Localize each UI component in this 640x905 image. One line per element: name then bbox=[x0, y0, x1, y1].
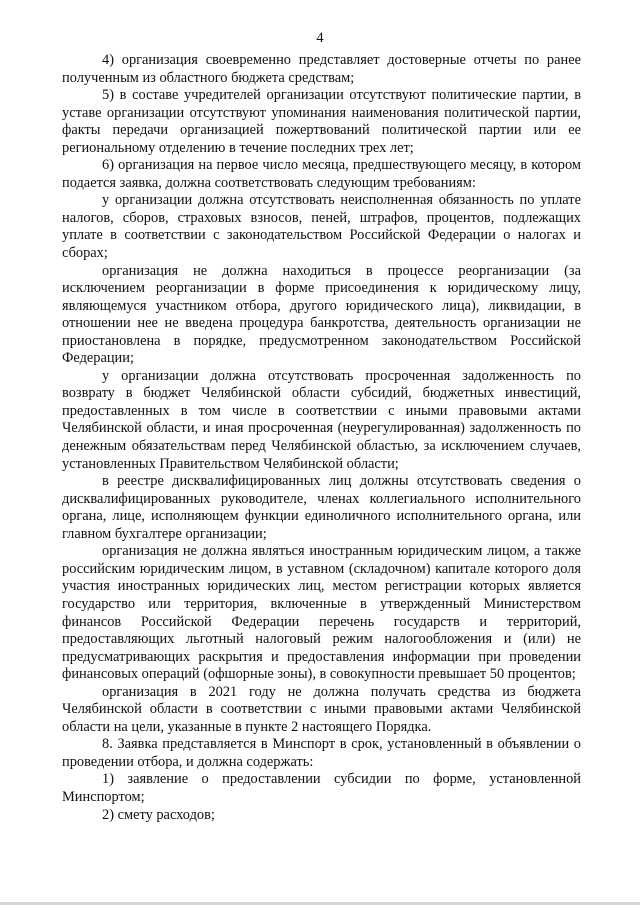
paragraph-item-5: 5) в составе учредителей организации отсутствуют политические партии, в уставе организации отсутствуют упоминания наименования политической партии, факты передачи организацией пожертвований политической партии или ее региональному отделению в течение последних трех лет; bbox=[62, 87, 581, 156]
paragraph-foreign-entity-requirement: организация не должна являться иностранным юридическим лицом, а также российским юридическим лицом, в уставном (складочном) капитале которого доля участия иностранных юридических лиц, местом регистрации которых является государство или территория, включенные в утвержденный Министерством финансов Российской Федерации перечень государств и территорий, предоставляющих льготный налоговый режим налогообложения и (или) не предусматривающих раскрытия и предоставления информации при проведении финансовых операций (офшорные зоны), в совокупности превышает 50 процентов; bbox=[62, 543, 581, 683]
paragraph-item-4: 4) организация своевременно представляет достоверные отчеты по ранее полученным из областного бюджета средствам; bbox=[62, 52, 581, 86]
paragraph-tax-requirement: у организации должна отсутствовать неисполненная обязанность по уплате налогов, сборов, страховых взносов, пеней, штрафов, процентов, подлежащих уплате в соответствии с законодательством Российской Федерации о налогах и сборах; bbox=[62, 192, 581, 262]
paragraph-disqualified-persons-requirement: в реестре дисквалифицированных лиц должны отсутствовать сведения о дисквалифицированных руководителе, членах коллегиального исполнительного органа, лице, исполняющем функции единоличного исполнительного органа, или главном бухгалтере организации; bbox=[62, 473, 581, 542]
paragraph-application-item-1: 1) заявление о предоставлении субсидии по форме, установленной Минспортом; bbox=[62, 771, 581, 805]
page-number: 4 bbox=[316, 30, 324, 46]
paragraph-section-8: 8. Заявка представляется в Минспорт в срок, установленный в объявлении о проведении отбора, и должна содержать: bbox=[62, 736, 581, 770]
paragraph-debt-requirement: у организации должна отсутствовать просроченная задолженность по возврату в бюджет Челябинской области субсидий, бюджетных инвестиций, предоставленных в том числе в соответствии с иными правовыми актами Челябинской области, и иная просроченная (неурегулированная) задолженность по денежным обязательствам перед Челябинской областью, за исключением случаев, установленных Правительством Челябинской области; bbox=[62, 367, 581, 472]
paragraph-reorganization-requirement: организация не должна находиться в процессе реорганизации (за исключением реорганизации в форме присоединения к юридическому лицу, являющемуся участником отбора, другого юридического лица), ликвидации, в отношении нее не введена процедура банкротства, деятельность организации не приостановлена в порядке, предусмотренном законодательством Российской Федерации; bbox=[62, 262, 581, 367]
document-body bbox=[62, 52, 581, 824]
paragraph-budget-funds-requirement: организация в 2021 году не должна получать средства из бюджета Челябинской области в соответствии с иными правовыми актами Челябинской области на цели, указанные в пункте 2 настоящего Порядка. bbox=[62, 683, 581, 735]
paragraph-item-6: 6) организация на первое число месяца, предшествующего месяцу, в котором подается заявка, должна соответствовать следующим требованиям: bbox=[62, 157, 581, 191]
paragraph-application-item-2: 2) смету расходов; bbox=[102, 806, 215, 823]
